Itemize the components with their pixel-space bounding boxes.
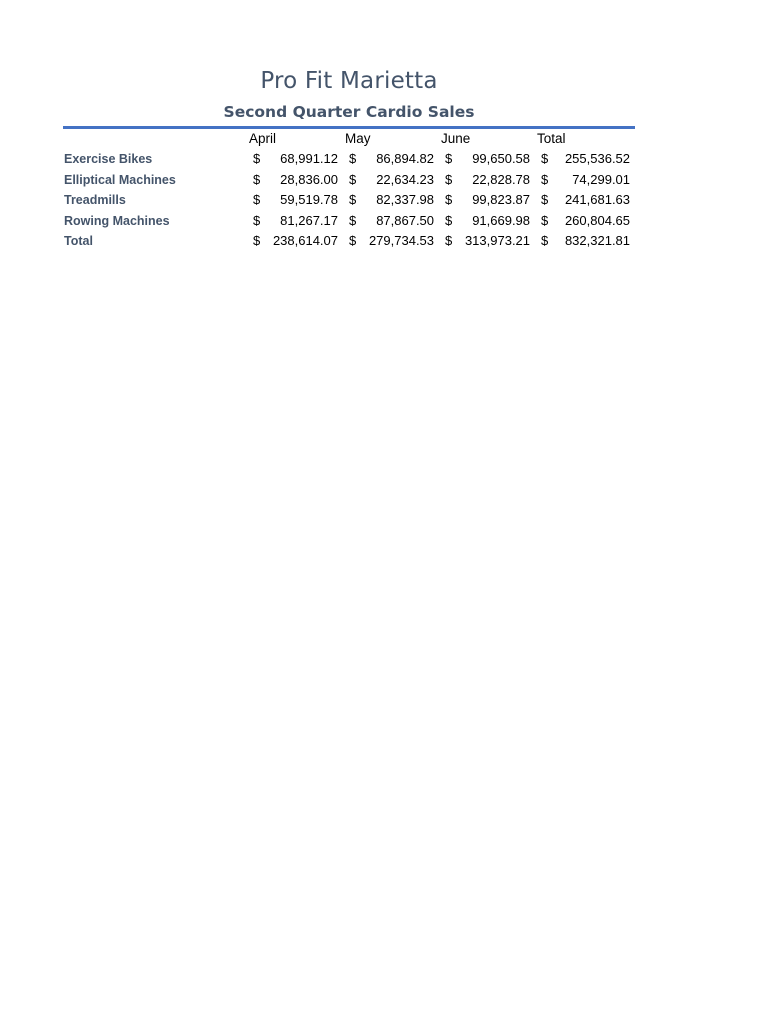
currency-symbol: $ [445,171,453,187]
currency-symbol: $ [541,171,549,187]
row-label: Rowing Machines [64,213,170,228]
cell-value: 22,634.23 [376,171,435,187]
cell-value: 238,614.07 [272,233,339,249]
cell-value: 22,828.78 [472,171,531,187]
header-cell-total: Total [537,131,566,146]
header-cell-april: April [249,131,277,146]
row-label: Elliptical Machines [64,172,176,187]
cell-value: 255,536.52 [564,151,631,167]
header-cell-june: June [441,131,471,146]
page-subtitle: Second Quarter Cardio Sales [223,103,475,121]
currency-symbol: $ [445,233,453,249]
table-row [63,170,635,190]
header-row [63,129,635,149]
cell-value: 91,669.98 [472,212,531,228]
currency-symbol: $ [541,212,549,228]
cell-value: 99,650.58 [472,151,531,167]
currency-symbol: $ [253,192,261,208]
currency-symbol: $ [349,192,357,208]
cell-value: 28,836.00 [280,171,339,187]
cell-value: 279,734.53 [368,233,435,249]
currency-symbol: $ [253,171,261,187]
currency-symbol: $ [541,151,549,167]
page-title: Pro Fit Marietta [260,68,438,94]
cell-value: 81,267.17 [280,212,339,228]
cell-value: 260,804.65 [564,212,631,228]
cell-value: 82,337.98 [376,192,435,208]
cell-value: 87,867.50 [376,212,435,228]
currency-symbol: $ [253,212,261,228]
cell-value: 313,973.21 [464,233,531,249]
currency-symbol: $ [445,151,453,167]
cell-value: 241,681.63 [564,192,631,208]
currency-symbol: $ [253,233,261,249]
table-row [63,211,635,231]
currency-symbol: $ [349,151,357,167]
currency-symbol: $ [253,151,261,167]
row-label: Treadmills [64,193,126,208]
header-cell-may: May [345,131,371,146]
currency-symbol: $ [541,233,549,249]
cell-value: 832,321.81 [564,233,631,249]
table-row [63,190,635,210]
cell-value: 99,823.87 [472,192,531,208]
currency-symbol: $ [349,233,357,249]
currency-symbol: $ [541,192,549,208]
currency-symbol: $ [349,212,357,228]
currency-symbol: $ [349,171,357,187]
cell-value: 86,894.82 [376,151,435,167]
cell-value: 59,519.78 [280,192,339,208]
cell-value: 74,299.01 [572,171,631,187]
currency-symbol: $ [445,192,453,208]
cell-value: 68,991.12 [280,151,339,167]
sales-table [63,129,635,251]
row-label: Exercise Bikes [64,152,153,167]
header-cell-blank [63,129,247,149]
row-label: Total [64,234,93,249]
currency-symbol: $ [445,212,453,228]
total-row [63,231,635,251]
table-row [63,149,635,169]
